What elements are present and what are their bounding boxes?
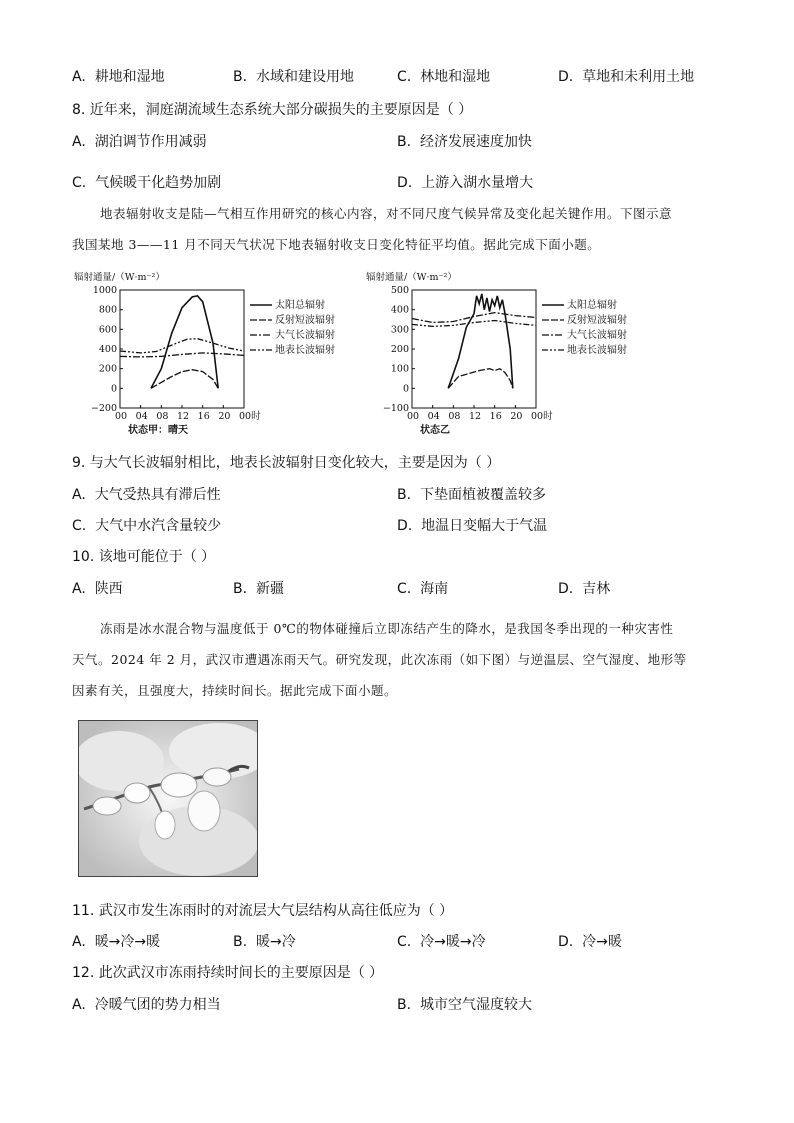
- series-line-2: [448, 369, 513, 389]
- q10-option-c: [397, 578, 448, 598]
- option-text: 林地和湿地: [420, 69, 491, 85]
- q7-option-d: [558, 66, 694, 86]
- option-letter: B.: [233, 581, 248, 597]
- q12-option-b: [397, 994, 532, 1014]
- option-text: 上游入湖水量增大: [421, 175, 534, 191]
- q9-option-b: [397, 484, 546, 504]
- option-letter: D.: [558, 69, 574, 85]
- option-letter: A.: [72, 581, 86, 597]
- x-tick-label: 00: [407, 411, 420, 422]
- q11-option-d: [558, 931, 622, 951]
- x-tick-label: 16: [197, 411, 210, 422]
- legend-label: 反射短波辐射: [567, 315, 627, 326]
- panel-caption: 状态乙: [420, 425, 450, 436]
- option-letter: D.: [558, 581, 574, 597]
- q8-option-c: [72, 172, 221, 192]
- q8-option-b: [397, 131, 532, 151]
- x-tick-label: 08: [448, 411, 461, 422]
- q11-option-a: [72, 931, 160, 951]
- q12-stem: 12. 此次武汉市冻雨持续时间长的主要原因是（ ）: [72, 965, 384, 981]
- option-text: 气候暖干化趋势加剧: [95, 175, 222, 191]
- q7-option-c: [397, 66, 490, 86]
- q8-option-d: [397, 172, 533, 192]
- q10-option-d: [558, 578, 610, 598]
- y-tick-label: 0: [402, 383, 409, 395]
- series-line-1: [151, 296, 218, 388]
- passage-freezing-rain: [72, 613, 722, 706]
- option-letter: A.: [72, 997, 86, 1013]
- option-letter: D.: [558, 934, 574, 950]
- series-line-3: [120, 353, 244, 357]
- x-tick-label: 16: [489, 411, 502, 422]
- legend-label: 反射短波辐射: [275, 315, 335, 326]
- y-tick-label: 500: [390, 285, 409, 296]
- y-tick-label: 400: [390, 304, 409, 316]
- y-tick-label: 600: [98, 324, 117, 336]
- x-tick-label: 20: [510, 411, 523, 422]
- option-text: 冷暖气团的势力相当: [94, 997, 221, 1013]
- y-tick-label: 200: [390, 344, 409, 355]
- option-text: 冷→暖: [582, 934, 622, 950]
- q12-option-a: [72, 994, 221, 1014]
- option-text: 新疆: [255, 581, 284, 597]
- y-tick-label: 400: [98, 344, 117, 355]
- series-line-4: [120, 339, 244, 353]
- option-letter: B.: [397, 134, 412, 150]
- q8-option-a: [72, 131, 207, 151]
- chart-state-b-svg: [362, 268, 662, 440]
- y-axis-label: 辐射通量/（W·m⁻²）: [366, 272, 457, 283]
- y-axis-label: 辐射通量/（W·m⁻²）: [74, 272, 165, 283]
- chart-state-a: [70, 268, 370, 444]
- series-line-1: [448, 294, 513, 388]
- passage-line: 因素有关，且强度大，持续时间长。据此完成下面小题。: [72, 683, 398, 698]
- x-tick-label: 20: [218, 411, 231, 422]
- freezing-rain-photo: [78, 720, 258, 877]
- option-letter: D.: [397, 518, 413, 534]
- option-letter: A.: [72, 487, 86, 503]
- option-letter: C.: [72, 518, 87, 534]
- option-letter: C.: [397, 581, 412, 597]
- option-text: 陕西: [94, 581, 123, 597]
- option-text: 耕地和湿地: [94, 69, 165, 85]
- passage-line: 我国某地 3——11 月不同天气状况下地表辐射收支日变化特征平均值。据此完成下面小题。: [72, 237, 601, 252]
- ice-branch-image: [79, 721, 257, 876]
- option-letter: D.: [397, 175, 413, 191]
- q10-stem: 10. 该地可能位于（ ）: [72, 549, 216, 565]
- y-tick-label: −200: [90, 403, 117, 414]
- option-text: 地温日变幅大于气温: [421, 518, 548, 534]
- option-text: 大气中水汽含量较少: [95, 518, 222, 534]
- legend-label: 大气长波辐射: [567, 330, 627, 341]
- q11-stem: 11. 武汉市发生冻雨时的对流层大气层结构从高往低应为（ ）: [72, 903, 454, 919]
- q7-option-a: [72, 66, 165, 86]
- q11-option-b: [233, 931, 296, 951]
- option-letter: A.: [72, 134, 86, 150]
- legend-label: 太阳总辐射: [567, 300, 617, 311]
- y-tick-label: 1000: [92, 285, 117, 296]
- q9-option-d: [397, 515, 547, 535]
- option-letter: B.: [233, 69, 248, 85]
- x-tick-label: 12: [177, 411, 190, 422]
- option-letter: A.: [72, 934, 86, 950]
- legend-label: 大气长波辐射: [275, 330, 335, 341]
- option-text: 暖→冷: [255, 934, 296, 950]
- x-tick-label: 04: [135, 411, 148, 422]
- option-text: 冷→暖→冷: [420, 934, 486, 950]
- q9-stem: 9. 与大气长波辐射相比，地表长波辐射日变化较大，主要是因为（ ）: [72, 455, 501, 471]
- y-tick-label: 100: [390, 363, 409, 375]
- option-text: 湖泊调节作用减弱: [94, 134, 207, 150]
- y-tick-label: −100: [382, 403, 409, 414]
- q10-option-a: [72, 578, 123, 598]
- q11-option-c: [397, 931, 486, 951]
- option-letter: B.: [397, 487, 412, 503]
- option-letter: C.: [397, 69, 412, 85]
- option-letter: A.: [72, 69, 86, 85]
- legend-label: 太阳总辐射: [275, 300, 325, 311]
- y-tick-label: 200: [98, 363, 117, 375]
- plot-frame: [412, 290, 536, 408]
- passage-radiation: [72, 198, 722, 260]
- y-tick-label: 0: [110, 383, 117, 395]
- q10-option-b: [233, 578, 284, 598]
- option-text: 吉林: [582, 581, 611, 597]
- x-tick-label: 04: [427, 411, 440, 422]
- option-text: 大气受热具有滞后性: [94, 487, 221, 503]
- option-text: 海南: [420, 581, 449, 597]
- q7-option-b: [233, 66, 354, 86]
- passage-line: 冻雨是冰水混合物与温度低于 0℃的物体碰撞后立即冻结产生的降水，是我国冬季出现的一种灾害性: [100, 621, 674, 636]
- option-text: 草地和未利用土地: [582, 69, 695, 85]
- x-tick-label: 12: [469, 411, 482, 422]
- option-text: 经济发展速度加快: [419, 134, 532, 150]
- option-letter: B.: [233, 934, 248, 950]
- x-tick-label: 08: [156, 411, 169, 422]
- x-tick-label: 00: [115, 411, 128, 422]
- q8-stem: 8. 近年来，洞庭湖流域生态系统大部分碳损失的主要原因是（ ）: [72, 102, 473, 118]
- passage-line: 地表辐射收支是陆—气相互作用研究的核心内容，对不同尺度气候异常及变化起关键作用。下图示意: [100, 206, 673, 221]
- option-letter: B.: [397, 997, 412, 1013]
- option-text: 城市空气湿度较大: [419, 997, 532, 1013]
- option-letter: C.: [72, 175, 87, 191]
- option-text: 下垫面植被覆盖较多: [419, 487, 546, 503]
- series-line-2: [151, 370, 218, 389]
- q9-option-c: [72, 515, 221, 535]
- x-tick-label: 00时: [531, 411, 553, 422]
- chart-state-a-svg: [70, 268, 370, 440]
- passage-line: 天气。2024 年 2 月，武汉市遭遇冻雨天气。研究发现，此次冻雨（如下图）与逆温层、空气湿度、地形等: [72, 652, 687, 667]
- y-tick-label: 800: [98, 304, 117, 316]
- option-text: 水域和建设用地: [255, 69, 354, 85]
- option-text: 暖→冷→暖: [94, 934, 161, 950]
- series-line-4: [412, 321, 536, 327]
- option-letter: C.: [397, 934, 412, 950]
- x-tick-label: 00时: [239, 411, 261, 422]
- legend-label: 地表长波辐射: [275, 345, 335, 356]
- legend-label: 地表长波辐射: [567, 345, 627, 356]
- y-tick-label: 300: [390, 324, 409, 336]
- panel-caption: 状态甲：晴天: [128, 425, 188, 436]
- chart-state-b: [362, 268, 662, 444]
- q9-option-a: [72, 484, 221, 504]
